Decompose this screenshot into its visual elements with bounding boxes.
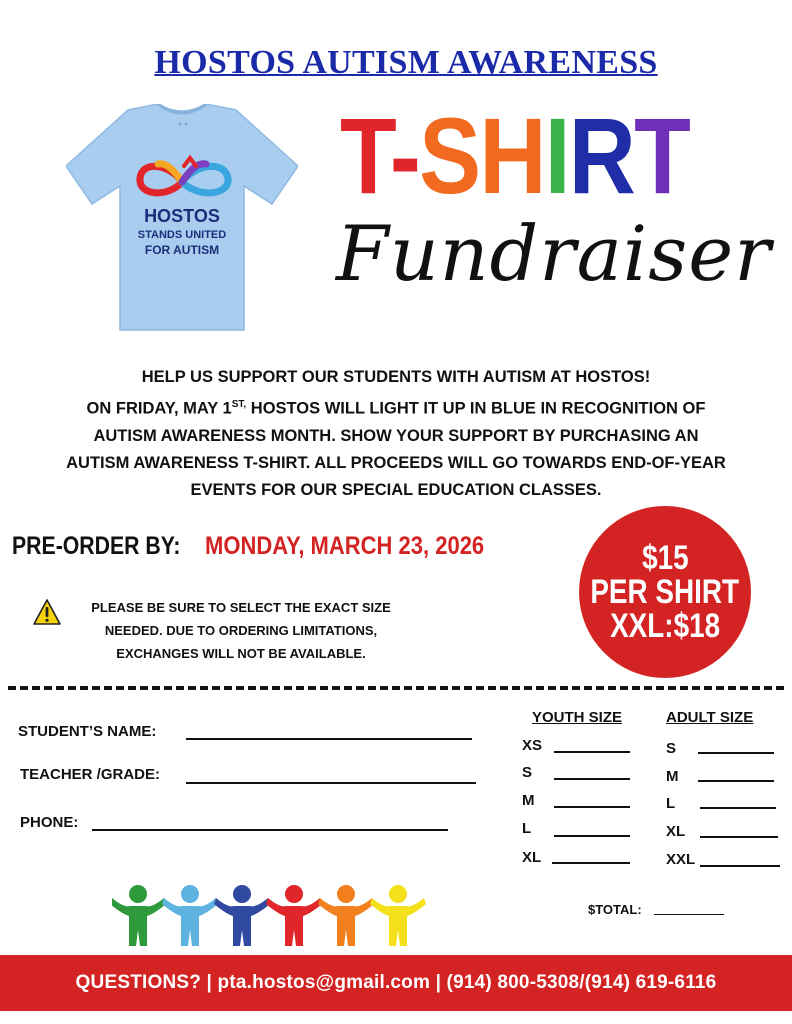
tshirt-letter: H bbox=[479, 95, 545, 216]
youth-size-label: M bbox=[522, 792, 535, 809]
shirt-logo-line2: STANDS UNITED bbox=[137, 229, 227, 241]
description-line: AUTISM AWARENESS T-SHIRT. ALL PROCEEDS WILL GO TOWARDS END-OF-YEAR bbox=[66, 453, 726, 472]
shirt-logo-line1: HOSTOS bbox=[144, 206, 220, 226]
tshirt-image bbox=[66, 104, 298, 332]
youth-l-field[interactable] bbox=[554, 835, 630, 837]
footer-bar bbox=[0, 955, 792, 1011]
phone-field[interactable] bbox=[92, 829, 448, 831]
teacher-grade-field[interactable] bbox=[186, 782, 476, 784]
person-figure bbox=[162, 885, 218, 946]
student-name-label: STUDENT’S NAME: bbox=[18, 723, 157, 740]
tshirt-letter: S bbox=[419, 95, 480, 216]
description-line: AUTISM AWARENESS MONTH. SHOW YOUR SUPPORT BY PURCHASING AN bbox=[93, 426, 699, 445]
person-figure bbox=[112, 885, 166, 946]
adult-size-label: S bbox=[666, 740, 677, 757]
youth-size-label: XS bbox=[522, 737, 543, 754]
people-holding-hands-icon bbox=[112, 884, 434, 950]
person-figure bbox=[370, 885, 426, 946]
warning-line: EXCHANGES WILL NOT BE AVAILABLE. bbox=[116, 646, 366, 661]
phone-label: PHONE: bbox=[20, 814, 79, 831]
adult-size-label: XXL bbox=[666, 851, 696, 868]
price-line: XXL:$18 bbox=[609, 607, 721, 645]
tshirt-letter: I bbox=[544, 95, 569, 216]
total-label: $TOTAL: bbox=[588, 902, 642, 917]
fundraiser-heading: Fundraiser bbox=[336, 209, 772, 298]
page-title: HOSTOS AUTISM AWARENESS bbox=[154, 44, 658, 81]
description bbox=[0, 364, 792, 504]
adult-s-field[interactable] bbox=[698, 752, 774, 754]
preorder-date: MONDAY, MARCH 23, 2026 bbox=[205, 532, 485, 560]
youth-size-label: L bbox=[522, 820, 532, 837]
preorder-label: PRE-ORDER BY: bbox=[12, 532, 181, 560]
contact-info: QUESTIONS? | pta.hostos@gmail.com | (914) 800-5308/(914) 619-6116 bbox=[75, 972, 717, 993]
description-line: EVENTS FOR OUR SPECIAL EDUCATION CLASSES. bbox=[190, 480, 602, 499]
adult-xl-field[interactable] bbox=[700, 836, 778, 838]
person-figure bbox=[266, 885, 322, 946]
price-line: PER SHIRT bbox=[590, 573, 740, 611]
teacher-grade-label: TEACHER /GRADE: bbox=[20, 766, 161, 783]
youth-xs-field[interactable] bbox=[554, 751, 630, 753]
warning-icon bbox=[32, 598, 62, 626]
adult-l-field[interactable] bbox=[700, 807, 776, 809]
adult-size-label: M bbox=[666, 768, 679, 785]
youth-xl-field[interactable] bbox=[552, 862, 630, 864]
person-figure bbox=[214, 885, 270, 946]
shirt-logo-line3: FOR AUTISM bbox=[144, 243, 220, 257]
youth-m-field[interactable] bbox=[554, 806, 630, 808]
youth-size-label: S bbox=[522, 764, 533, 781]
tshirt-letter: T bbox=[340, 95, 390, 216]
adult-size-heading: ADULT SIZE bbox=[666, 709, 754, 726]
warning-text bbox=[66, 596, 416, 665]
warning-line: PLEASE BE SURE TO SELECT THE EXACT SIZE bbox=[91, 600, 391, 615]
tshirt-letter: R bbox=[568, 95, 635, 216]
cut-line-divider bbox=[8, 686, 784, 690]
youth-size-heading: YOUTH SIZE bbox=[532, 709, 623, 726]
total-field[interactable] bbox=[654, 914, 724, 915]
description-line: HELP US SUPPORT OUR STUDENTS WITH AUTISM AT HOSTOS! bbox=[141, 368, 651, 386]
adult-xxl-field[interactable] bbox=[700, 865, 780, 867]
price-line: $15 bbox=[641, 539, 689, 577]
description-line: ON FRIDAY, MAY $1^{ST,}$ HOSTOS WILL LIGHT IT UP IN BLUE IN RECOGNITION OF bbox=[86, 399, 706, 418]
adult-size-label: XL bbox=[666, 823, 686, 840]
student-name-field[interactable] bbox=[186, 738, 472, 740]
adult-m-field[interactable] bbox=[698, 780, 774, 782]
warning-line: NEEDED. DUE TO ORDERING LIMITATIONS, bbox=[104, 623, 378, 638]
tshirt-heading bbox=[340, 96, 689, 216]
person-figure bbox=[318, 885, 374, 946]
tshirt-letter: T bbox=[634, 95, 690, 216]
tshirt-letter: - bbox=[389, 95, 420, 216]
youth-s-field[interactable] bbox=[554, 778, 630, 780]
price-badge bbox=[579, 506, 751, 678]
adult-size-label: L bbox=[666, 795, 676, 812]
youth-size-label: XL bbox=[522, 849, 542, 866]
